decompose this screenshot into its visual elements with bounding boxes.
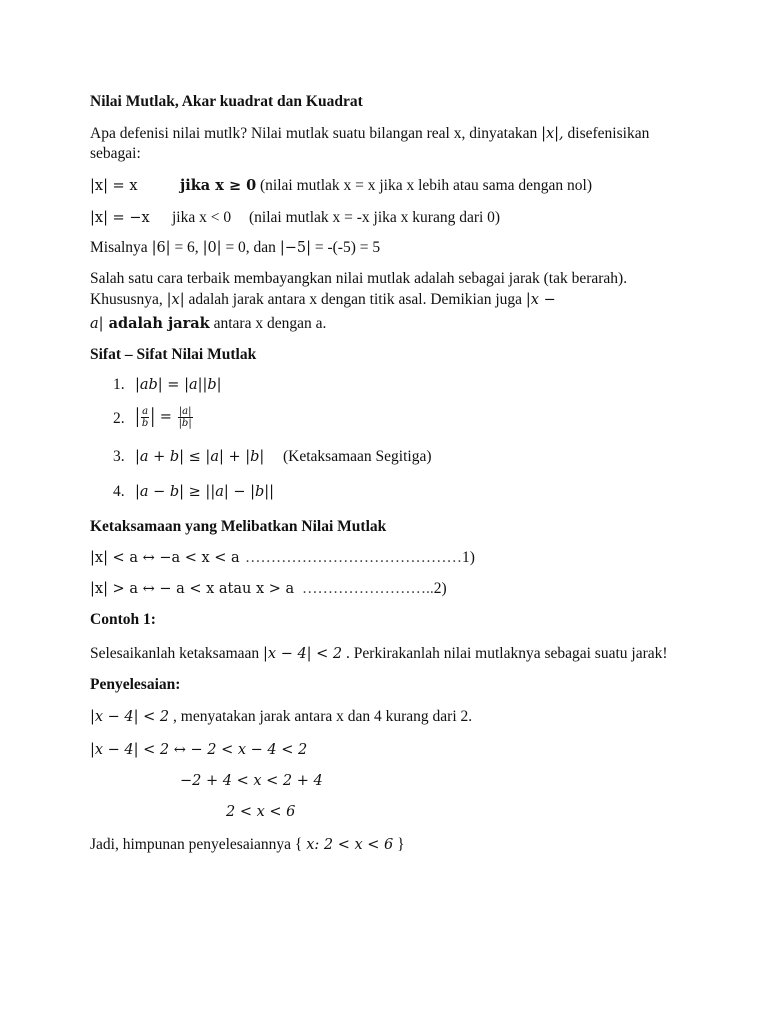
inequality-2	[90, 580, 447, 598]
conclusion-text-a: Jadi, himpunan penyelesaiannya {	[90, 836, 307, 853]
distance-line-2	[90, 291, 556, 309]
property-number-4: 4.	[113, 483, 125, 500]
abs-bar-right: |	[150, 406, 156, 428]
distance-text-a: Khususnya,	[90, 291, 167, 308]
example-t3: = -(-5) = 5	[310, 239, 381, 256]
definition-row-2	[90, 209, 500, 227]
def1-lhs: |x| = x	[90, 178, 138, 194]
page-heading: Nilai Mutlak, Akar kuadrat dan Kuadrat	[90, 93, 363, 110]
solution-conclusion	[90, 836, 405, 854]
def2-note: (nilai mutlak x = -x jika x kurang dari 0)	[249, 209, 501, 226]
example-abs-0: |0|	[202, 240, 222, 256]
property-2	[135, 402, 194, 432]
solution-line-2: |x − 4| < 2 ↔ − 2 < x − 4 < 2	[90, 742, 308, 758]
distance-math-a: a|	[90, 316, 104, 332]
definition-row-1	[90, 177, 592, 195]
example-abs-6: |6|	[151, 240, 171, 256]
distance-bold-text: adalah jarak	[103, 315, 210, 332]
intro-paragraph	[90, 125, 649, 143]
property-number-1: 1.	[113, 376, 125, 393]
example-abs-neg5: |−5|	[279, 240, 311, 256]
example-t2: = 0, dan	[221, 239, 280, 256]
abs-bar-left: |	[135, 406, 140, 428]
inequality-1-expr: |x| < a ↔ −a < x < a	[90, 550, 240, 566]
def1-condition: jika x ≥ 0	[180, 177, 257, 194]
property-3	[135, 448, 431, 466]
inequality-1-dots: ……………………………………	[245, 549, 462, 566]
distance-text-b: adalah jarak antara x dengan titik asal. Demikian juga	[184, 291, 526, 308]
example-line	[90, 239, 380, 257]
question-text-b: . Perkirakanlah nilai mutlaknya sebagai suatu jarak!	[342, 645, 668, 662]
solution-line-1	[90, 708, 472, 726]
triangle-inequality-note: (Ketaksamaan Segitiga)	[283, 448, 432, 465]
property-number-2: 2.	[113, 410, 125, 427]
fraction-numerator: a	[142, 405, 149, 417]
intro-line-2: sebagai:	[90, 145, 141, 162]
example-pre: Misalnya	[90, 239, 152, 256]
property-4: |a − b| ≥ ||a| − |b||	[135, 484, 275, 500]
fraction-denominator: b	[141, 417, 149, 429]
property-number-3: 3.	[113, 448, 125, 465]
distance-math-x: |x|	[166, 292, 185, 308]
distance-text-c: antara x dengan a.	[209, 315, 327, 332]
fraction-abs-a-over-abs-b	[178, 406, 193, 429]
intro-text-a: Apa defenisi nilai mutlk? Nilai mutlak suatu bilangan real x, dinyatakan	[90, 125, 542, 142]
property-1: |ab| = |a||b|	[135, 377, 222, 393]
inequality-1	[90, 549, 475, 567]
example-question	[90, 645, 668, 663]
fraction-a-over-b	[141, 406, 149, 429]
distance-line-3	[90, 315, 326, 333]
triangle-inequality-expr: |a + b| ≤ |a| + |b|	[135, 449, 265, 465]
inequality-2-expr: |x| > a ↔ − a < x atau x > a	[90, 581, 295, 597]
example-t1: = 6,	[170, 239, 203, 256]
properties-title: Sifat – Sifat Nilai Mutlak	[90, 346, 257, 363]
equals-sign: =	[159, 409, 172, 425]
inequality-2-ref: 2)	[433, 580, 447, 597]
intro-math: |x|,	[541, 126, 564, 142]
conclusion-math: x: 2 < x < 6	[306, 837, 394, 853]
solution-math-1: |x − 4| < 2	[90, 709, 170, 725]
solution-text-1: , menyatakan jarak antara x dan 4 kurang dari 2.	[169, 708, 473, 725]
solution-line-3: −2 + 4 < x < 2 + 4	[180, 773, 323, 789]
solution-title: Penyelesaian:	[90, 676, 181, 693]
question-text-a: Selesaikanlah ketaksamaan	[90, 645, 264, 662]
distance-line-1: Salah satu cara terbaik membayangkan nilai mutlak adalah sebagai jarak (tak berarah).	[90, 270, 628, 287]
def2-lhs: |x| = −x	[90, 210, 150, 226]
inequality-2-dots: ……………………..	[302, 580, 434, 597]
fraction-denominator: |b|	[178, 417, 192, 429]
inequality-1-ref: 1)	[462, 549, 475, 566]
inequalities-title: Ketaksamaan yang Melibatkan Nilai Mutlak	[90, 518, 387, 535]
question-math: |x − 4| < 2	[263, 646, 343, 662]
example-title: Contoh 1:	[90, 611, 156, 628]
solution-line-4: 2 < x < 6	[226, 804, 296, 820]
def1-note: (nilai mutlak x = x jika x lebih atau sama dengan nol)	[260, 177, 593, 194]
intro-text-b: disefenisikan	[563, 125, 650, 142]
fraction-numerator: |a|	[178, 405, 192, 417]
def2-condition: jika x < 0	[172, 209, 232, 226]
distance-math-x-minus: |x −	[525, 292, 556, 308]
conclusion-text-b: }	[393, 836, 405, 853]
